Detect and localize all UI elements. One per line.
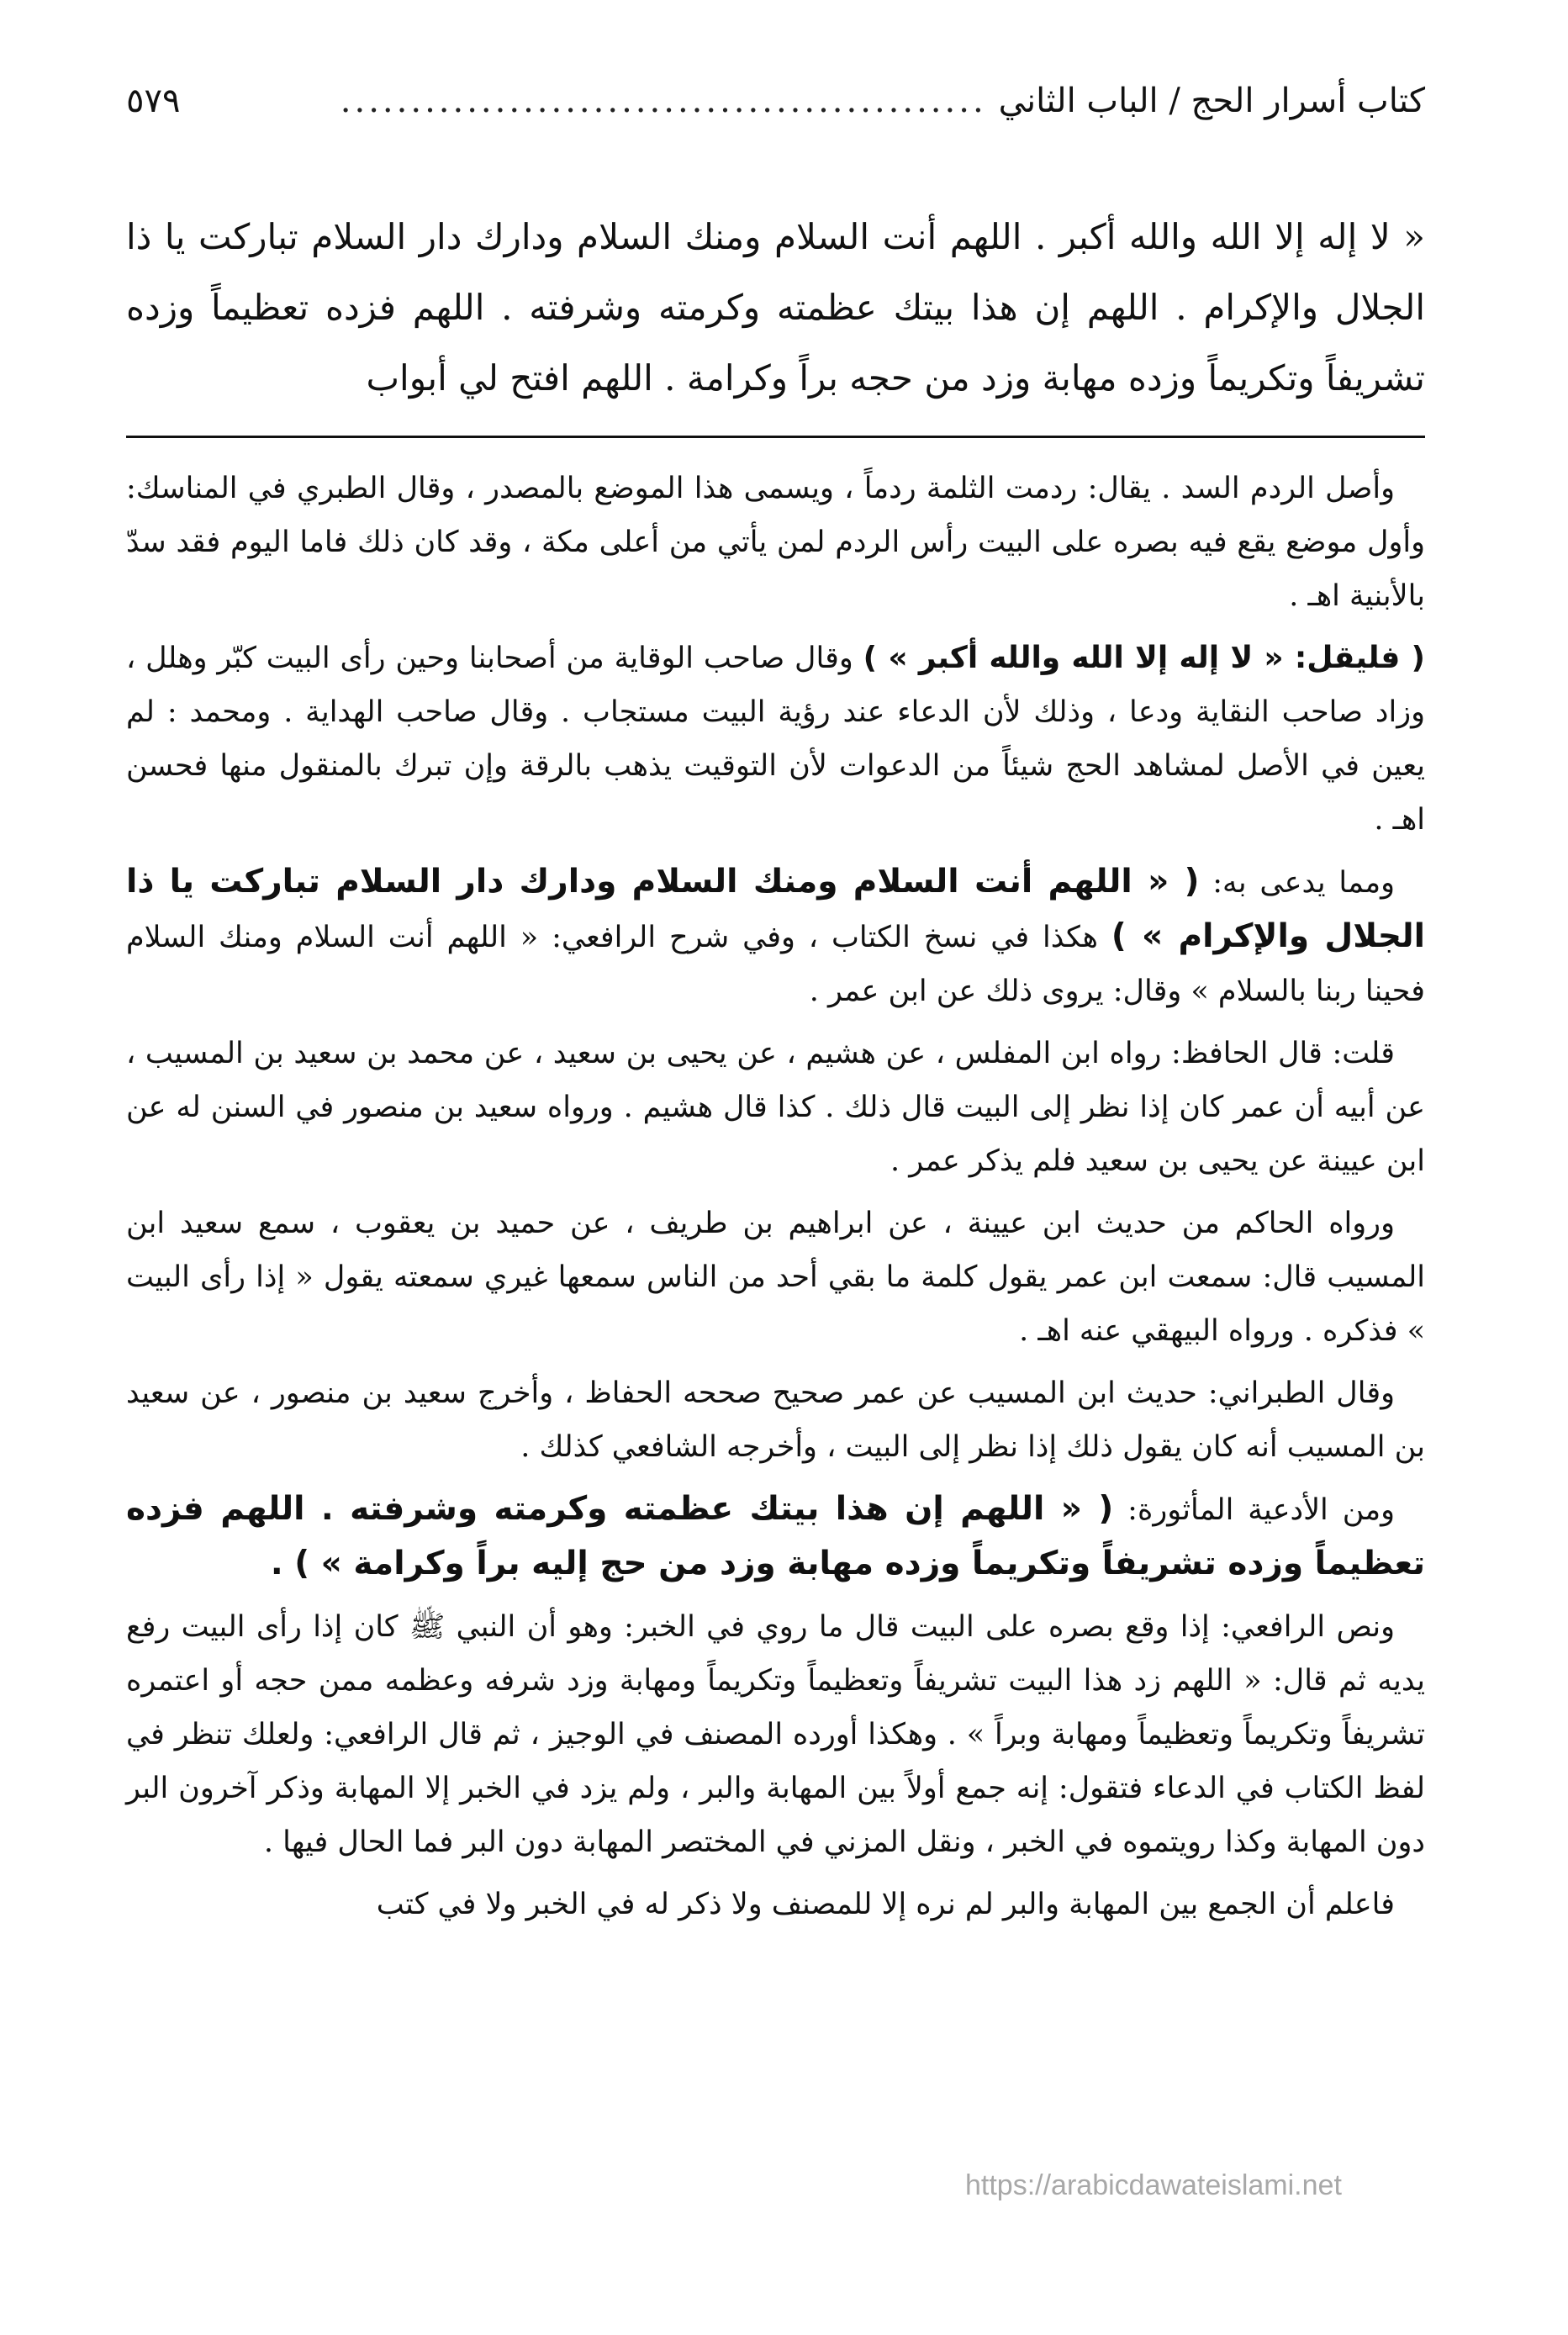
- quoted-text: ( « اللهم أنت السلام ومنك السلام ودارك دار السلام تباركت يا ذا الجلال والإكرام » ): [126, 863, 1425, 955]
- commentary-paragraph: ( فليقل: « لا إله إلا الله والله أكبر » ) وقال صاحب الوقاية من أصحابنا وحين رأى البيت كبّر وهلل ، وزاد صاحب النقاية ودعا ، وذلك لأن الدعاء عند رؤية البيت مستجاب . وقال صاحب الهداية . ومحمد : لم يعين في الأصل لمشاهد الحج شيئاً من الدعوات لأن التوقيت يذهب بالرقة وإن تبرك بالمنقول منها فحسن اهـ .: [126, 641, 1425, 837]
- chapter-title: كتاب أسرار الحج / الباب الثاني: [998, 82, 1425, 120]
- main-text: [126, 202, 1425, 414]
- page-number: ٥٧٩: [126, 82, 181, 120]
- quoted-text: ( « اللهم إن هذا بيتك عظمته وكرمته وشرفته . اللهم فزده تعظيماً وزده تشريفاً وتكريماً وزده مهابة وزد من حج إليه براً وكرامة » ) .: [126, 1490, 1425, 1582]
- commentary-paragraph: ورواه الحاكم من حديث ابن عيينة ، عن ابراهيم بن طريف ، عن حميد بن يعقوب ، سمع سعيد ابن المسيب قال: سمعت ابن عمر يقول كلمة ما بقي أحد من الناس سمعها غيري سمعته يقول « إذا رأى البيت » فذكره . ورواه البيهقي عنه اهـ .: [126, 1207, 1425, 1348]
- running-header: [126, 76, 1425, 135]
- commentary: [126, 462, 1425, 1931]
- commentary-paragraph: وأصل الردم السد . يقال: ردمت الثلمة ردماً ، ويسمى هذا الموضع بالمصدر ، وقال الطبري في المناسك: وأول موضع يقع فيه بصره على البيت رأس الردم لمن يأتي من أعلى مكة ، وقد كان ذلك فاما اليوم فقد سدّ بالأبنية اهـ .: [126, 472, 1425, 613]
- main-text-paragraph: « لا إله إلا الله والله أكبر . اللهم أنت السلام ومنك السلام ودارك دار السلام تباركت يا ذا الجلال والإكرام . اللهم إن هذا بيتك عظمته وكرمته وشرفته . اللهم فزده تعظيماً وزده تشريفاً وتكريماً وزده مهابة وزد من حجه براً وكرامة . اللهم افتح لي أبواب: [126, 216, 1425, 399]
- commentary-paragraph: قلت: قال الحافظ: رواه ابن المفلس ، عن هشيم ، عن يحيى بن سعيد ، عن محمد بن سعيد بن المسيب ، عن أبيه أن عمر كان إذا نظر إلى البيت قال ذلك . كذا قال هشيم . ورواه سعيد بن منصور في السنن له عن ابن عيينة عن يحيى بن سعيد فلم يذكر عمر .: [126, 1037, 1425, 1178]
- book-page: [126, 76, 1425, 2295]
- commentary-paragraph: فاعلم أن الجمع بين المهابة والبر لم نره إلا للمصنف ولا ذكر له في الخبر ولا في كتب: [376, 1888, 1395, 1921]
- quoted-text: ( فليقل: « لا إله إلا الله والله أكبر » ): [863, 641, 1425, 675]
- commentary-paragraph: ومن الأدعية المأثورة: ( « اللهم إن هذا بيتك عظمته وكرمته وشرفته . اللهم فزده تعظيماً وزده تشريفاً وتكريماً وزده مهابة وزد من حج إليه براً وكرامة » ) .: [126, 1490, 1425, 1582]
- watermark-url: https://arabicdawateislami.net: [965, 2169, 1342, 2201]
- footnote-divider: [126, 436, 1425, 438]
- commentary-paragraph: وقال الطبراني: حديث ابن المسيب عن عمر صحيح صححه الحفاظ ، وأخرج سعيد بن منصور ، عن سعيد بن المسيب أنه كان يقول ذلك إذا نظر إلى البيت ، وأخرجه الشافعي كذلك .: [126, 1376, 1425, 1464]
- commentary-paragraph: ونص الرافعي: إذا وقع بصره على البيت قال ما روي في الخبر: وهو أن النبي ﷺ كان إذا رأى البيت رفع يديه ثم قال: « اللهم زد هذا البيت تشريفاً وتعظيماً وتكريماً ومهابة وزد شرفه وعظمه ممن حجه أو اعتمره تشريفاً وتكريماً وتعظيماً ومهابة وبراً » . وهكذا أورده المصنف في الوجيز ، ثم قال الرافعي: ولعلك تنظر في لفظ الكتاب في الدعاء فتقول: إنه جمع أولاً بين المهابة والبر ، ولم يزد في الخبر إلا المهابة وذكر آخرون البر دون المهابة وكذا رويتموه في الخبر ، ونقل المزني في المختصر المهابة دون البر فما الحال فيها .: [126, 1610, 1425, 1859]
- leader-dots: ..............................................: [340, 82, 987, 120]
- commentary-paragraph: ومما يدعى به: ( « اللهم أنت السلام ومنك السلام ودارك دار السلام تباركت يا ذا الجلال والإكرام » ) هكذا في نسخ الكتاب ، وفي شرح الرافعي: « اللهم أنت السلام ومنك السلام فحينا ربنا بالسلام » وقال: يروى ذلك عن ابن عمر .: [126, 863, 1425, 1008]
